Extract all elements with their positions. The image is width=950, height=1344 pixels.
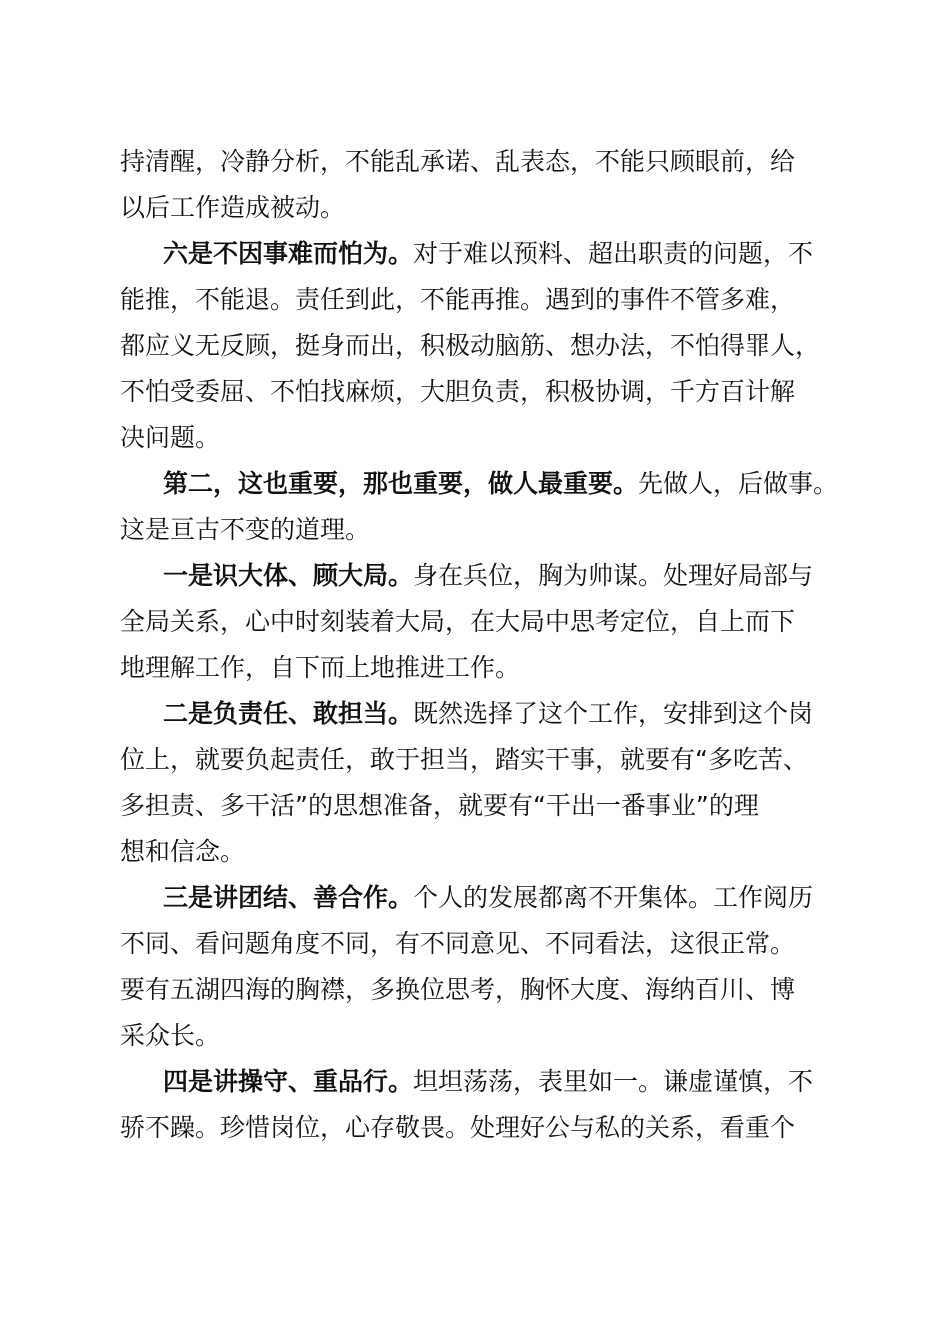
text: 身在兵位，胸为帅谋。处理好局部与 (413, 561, 814, 590)
text-line (120, 1016, 950, 1056)
text-line (120, 832, 950, 872)
paragraph-line (163, 694, 950, 734)
paragraph-line (163, 878, 950, 918)
text-line (120, 970, 950, 1010)
text-line (120, 280, 950, 320)
text-line (120, 648, 950, 688)
text: 位上，就要负起责任，敢于担当，踏实干事，就要有“多吃苦、 (120, 745, 808, 774)
text: 这是亘古不变的道理。 (120, 515, 371, 544)
text: 采众长。 (120, 1021, 221, 1050)
text-line (120, 740, 950, 780)
text: 想和信念。 (120, 837, 246, 866)
text-line (120, 602, 950, 642)
text: 不怕受委屈、不怕找麻烦，大胆负责，积极协调，千方百计解 (120, 377, 796, 406)
text: 坦坦荡荡，表里如一。谦虚谨慎，不 (413, 1067, 814, 1096)
paragraph-line (163, 234, 950, 274)
text-line (120, 142, 950, 182)
text: 先做人，后做事。 (638, 469, 839, 498)
text-line (120, 510, 950, 550)
paragraph-line (163, 464, 950, 504)
paragraph-line (163, 1062, 950, 1102)
paragraph-line (163, 556, 950, 596)
text: 个人的发展都离不开集体。工作阅历 (413, 883, 814, 912)
paragraph-heading: 六是不因事难而怕为。 (163, 239, 414, 268)
text: 对于难以预料、超出职责的问题，不 (413, 239, 814, 268)
text: 地理解工作，自下而上地推进工作。 (120, 653, 521, 682)
text: 能推，不能退。责任到此，不能再推。遇到的事件不管多难， (120, 285, 796, 314)
text-line (120, 418, 950, 458)
text: 要有五湖四海的胸襟，多换位思考，胸怀大度、海纳百川、博 (120, 975, 796, 1004)
text-line (120, 924, 950, 964)
text: 都应义无反顾，挺身而出，积极动脑筋、想办法，不怕得罪人， (120, 331, 821, 360)
paragraph-heading: 一是识大体、顾大局。 (163, 561, 414, 590)
text-line (120, 188, 950, 228)
text: 多担责、多干活”的思想准备，就要有“干出一番事业”的理 (120, 791, 759, 820)
text-line (120, 372, 950, 412)
text: 骄不躁。珍惜岗位，心存敬畏。处理好公与私的关系，看重个 (120, 1113, 796, 1142)
text: 不同、看问题角度不同，有不同意见、不同看法，这很正常。 (120, 929, 796, 958)
text-line (120, 326, 950, 366)
section-heading: 第二，这也重要，那也重要，做人最重要。 (163, 469, 639, 498)
text-line (120, 1108, 950, 1148)
paragraph-heading: 三是讲团结、善合作。 (163, 883, 414, 912)
text: 决问题。 (120, 423, 221, 452)
text: 既然选择了这个工作，安排到这个岗 (413, 699, 814, 728)
paragraph-heading: 四是讲操守、重品行。 (163, 1067, 414, 1096)
text: 以后工作造成被动。 (120, 193, 346, 222)
text-line (120, 786, 950, 826)
text: 持清醒，冷静分析，不能乱承诺、乱表态，不能只顾眼前，给 (120, 147, 796, 176)
text: 全局关系，心中时刻装着大局，在大局中思考定位，自上而下 (120, 607, 796, 636)
paragraph-heading: 二是负责任、敢担当。 (163, 699, 414, 728)
